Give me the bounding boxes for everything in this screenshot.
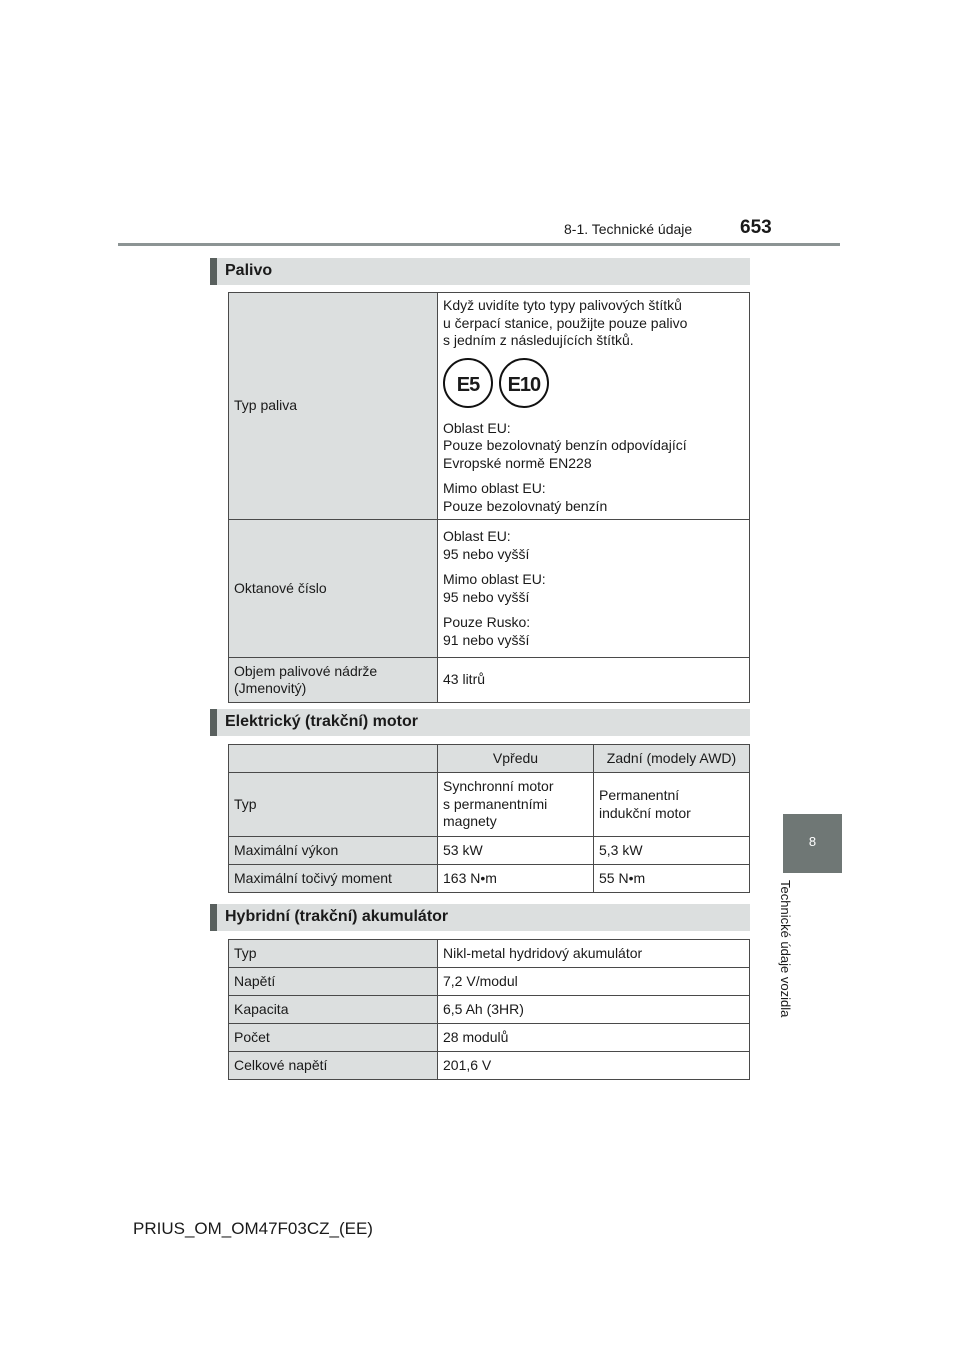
column-header [229, 745, 438, 773]
badge-text: E5 [456, 373, 480, 396]
row-label: Počet [229, 1024, 438, 1052]
row-value-front: 53 kW [438, 837, 594, 865]
row-label: Oktanové číslo [229, 520, 438, 658]
row-value: 43 litrů [438, 658, 750, 703]
octane-non-eu: Mimo oblast EU: 95 nebo vyšší [443, 571, 546, 605]
row-label: Typ paliva [229, 293, 438, 520]
row-value-rear: 5,3 kW [594, 837, 750, 865]
row-value-front: Synchronní motor s permanentními magnety [438, 773, 594, 837]
row-label: Maximální výkon [229, 837, 438, 865]
chapter-tab [783, 814, 842, 873]
battery-heading-text: Hybridní (trakční) akumulátor [225, 908, 449, 925]
table-row [229, 1024, 750, 1052]
e5-fuel-label-icon [443, 358, 493, 408]
fuel-table [228, 292, 750, 703]
row-value: 28 modulů [438, 1024, 750, 1052]
row-label: Napětí [229, 968, 438, 996]
octane-russia: Pouze Rusko: 91 nebo vyšší [443, 614, 531, 648]
fuel-heading [210, 258, 750, 285]
row-value [438, 293, 750, 520]
table-row [229, 520, 750, 658]
row-value-rear: Permanentní indukční motor [594, 773, 750, 837]
table-row [229, 658, 750, 703]
row-value-rear: 55 N•m [594, 865, 750, 893]
motor-heading [210, 709, 750, 736]
fuel-heading-text: Palivo [225, 262, 273, 279]
badge-text: E10 [507, 373, 541, 396]
fuel-type-non-eu: Mimo oblast EU: Pouze bezolovnatý benzín [443, 480, 608, 514]
page-number: 653 [740, 217, 772, 238]
motor-heading-text: Elektrický (trakční) motor [225, 713, 418, 730]
table-row [229, 865, 750, 893]
section-title: 8-1. Technické údaje [564, 221, 693, 237]
fuel-badges [443, 358, 744, 414]
row-label: Kapacita [229, 996, 438, 1024]
row-label: Celkové napětí [229, 1052, 438, 1080]
row-label: Maximální točivý moment [229, 865, 438, 893]
header-divider [118, 243, 840, 246]
table-row [229, 940, 750, 968]
table-header-row [229, 745, 750, 773]
row-value [438, 520, 750, 658]
column-header: Vpředu [438, 745, 594, 773]
table-row [229, 293, 750, 520]
table-row [229, 968, 750, 996]
e10-fuel-label-icon [499, 358, 549, 408]
row-label: Objem palivové nádrže (Jmenovitý) [229, 658, 438, 703]
row-value: 201,6 V [438, 1052, 750, 1080]
battery-heading [210, 904, 750, 931]
row-value: 7,2 V/modul [438, 968, 750, 996]
row-label: Typ [229, 940, 438, 968]
table-row [229, 837, 750, 865]
chapter-label-container [778, 880, 803, 1040]
battery-table [228, 939, 750, 1080]
row-label: Typ [229, 773, 438, 837]
document-code: PRIUS_OM_OM47F03CZ_(EE) [133, 1219, 373, 1238]
table-row [229, 1052, 750, 1080]
column-header: Zadní (modely AWD) [594, 745, 750, 773]
chapter-number: 8 [808, 834, 817, 849]
fuel-type-eu: Oblast EU: Pouze bezolovnatý benzín odpovídající Evropské normě EN228 [443, 419, 687, 471]
fuel-type-intro: Když uvidíte tyto typy palivových štítků u čerpací stanice, použijte pouze palivo s jedním z následujících štítků. [443, 297, 688, 348]
octane-eu: Oblast EU: 95 nebo vyšší [443, 528, 530, 562]
table-row [229, 773, 750, 837]
row-value: 6,5 Ah (3HR) [438, 996, 750, 1024]
motor-table [228, 744, 750, 893]
table-row [229, 996, 750, 1024]
row-value: Nikl-metal hydridový akumulátor [438, 940, 750, 968]
chapter-label: Technické údaje vozidla [778, 880, 793, 1018]
row-value-front: 163 N•m [438, 865, 594, 893]
